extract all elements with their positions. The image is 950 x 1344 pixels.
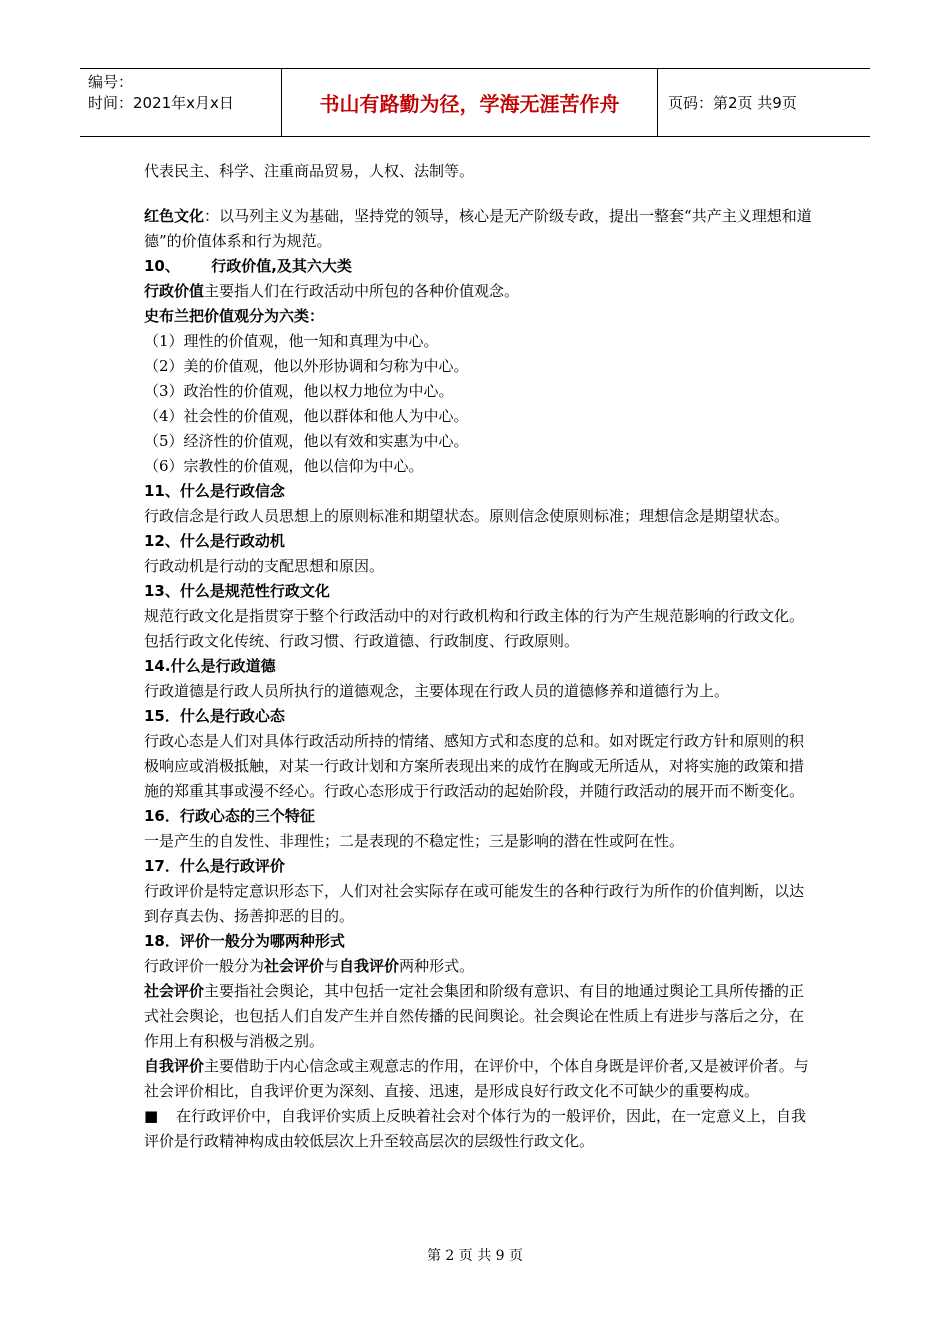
section-heading: 16．行政心态的三个特征 [144, 807, 315, 825]
term-bold: 红色文化 [144, 207, 205, 225]
term-bold: 自我评价 [339, 957, 400, 975]
header-page-label: 页码：第2页 共9页 [668, 94, 797, 112]
section-heading: 15．什么是行政心态 [144, 707, 285, 725]
paragraph: 行政评价是特定意识形态下，人们对社会实际存在或可能发生的各种行政行为所作的价值判断，以达到存真去伪、扬善抑恶的目的。 [144, 882, 805, 925]
list-item: （4）社会性的价值观，他以群体和他人为中心。 [144, 407, 469, 425]
paragraph-text: 在行政评价中，自我评价实质上反映着社会对个体行为的一般评价，因此，在一定意义上，自我评价是行政精神构成由较低层次上升至较高层次的层级性行政文化。 [144, 1107, 807, 1150]
term-bold: 社会评价 [264, 957, 325, 975]
paragraph [144, 1054, 814, 1104]
header-motto: 书山有路勤为径，学海无涯苦作舟 [282, 69, 658, 136]
time-label: 时间：2021年x月x日 [88, 94, 234, 112]
paragraph: 代表民主、科学、注重商品贸易，人权、法制等。 [144, 162, 475, 180]
paragraph: 行政道德是行政人员所执行的道德观念，主要体现在行政人员的道德修养和道德行为上。 [144, 682, 730, 700]
section-heading: 18．评价一般分为哪两种形式 [144, 932, 345, 950]
paragraph-text: 主要指社会舆论，其中包括一定社会集团和阶级有意识、有目的地通过舆论工具所传播的正式社会舆论，也包括人们自发产生并自然传播的民间舆论。社会舆论在性质上有进步与落后之分，在作用上有积极与消极之别。 [144, 982, 805, 1050]
paragraph [144, 1104, 814, 1154]
paragraph-text: ：以马列主义为基础，坚持党的领导，核心是无产阶级专政，提出一整套“共产主义理想和道德”的价值体系和行为规范。 [144, 207, 812, 250]
list-item: （5）经济性的价值观，他以有效和实惠为中心。 [144, 432, 469, 450]
paragraph: 规范行政文化是指贯穿于整个行政活动中的对行政机构和行政主体的行为产生规范影响的行政文化。包括行政文化传统、行政习惯、行政道德、行政制度、行政原则。 [144, 607, 805, 650]
header-meta [80, 69, 282, 136]
term-bold: 社会评价 [144, 982, 205, 1000]
section-heading: 14.什么是行政道德 [144, 657, 276, 675]
paragraph-text: 主要指人们在行政活动中所包的各种价值观念。 [204, 282, 520, 300]
paragraph: 行政动机是行动的支配思想和原因。 [144, 557, 385, 575]
paragraph [144, 954, 814, 979]
paragraph-text: 两种形式。 [399, 957, 475, 975]
paragraph-text: 与 [324, 957, 340, 975]
bullet-icon: ■ [144, 1107, 159, 1125]
paragraph [144, 204, 814, 254]
list-item: （2）美的价值观，他以外形协调和匀称为中心。 [144, 357, 469, 375]
code-label: 编号： [88, 73, 134, 91]
page-footer: 第 2 页 共 9 页 [426, 1248, 524, 1264]
paragraph: 行政信念是行政人员思想上的原则标准和期望状态。原则信念使原则标准；理想信念是期望状态。 [144, 507, 790, 525]
list-item: （3）政治性的价值观，他以权力地位为中心。 [144, 382, 454, 400]
paragraph: 一是产生的自发性、非理性；二是表现的不稳定性；三是影响的潜在性或阿在性。 [144, 832, 685, 850]
paragraph-text: 行政评价一般分为 [144, 957, 265, 975]
section-heading: 10、 行政价值,及其六大类 [144, 257, 352, 275]
paragraph [144, 279, 814, 304]
page-header [80, 68, 870, 137]
section-heading: 11、什么是行政信念 [144, 482, 285, 500]
paragraph-text: 主要借助于内心信念或主观意志的作用，在评价中，个体自身既是评价者,又是被评价者。与社会评价相比，自我评价更为深刻、直接、迅速，是形成良好行政文化不可缺少的重要构成。 [144, 1057, 809, 1100]
term-bold: 自我评价 [144, 1057, 205, 1075]
paragraph: 行政心态是人们对具体行政活动所持的情绪、感知方式和态度的总和。如对既定行政方针和原则的积极响应或消极抵触，对某一行政计划和方案所表现出来的成竹在胸或无所适从，对将实施的政策和措施的郑重其事或漫不经心。行政心态形成于行政活动的起始阶段，并随行政活动的展开而不断变化。 [144, 732, 805, 800]
term-bold: 行政价值 [144, 282, 205, 300]
section-heading: 史布兰把价值观分为六类： [144, 307, 325, 325]
paragraph [144, 979, 814, 1054]
section-heading: 17．什么是行政评价 [144, 857, 285, 875]
section-heading: 13、什么是规范性行政文化 [144, 582, 330, 600]
document-body [144, 159, 814, 1154]
section-heading: 12、什么是行政动机 [144, 532, 285, 550]
list-item: （6）宗教性的价值观，他以信仰为中心。 [144, 457, 424, 475]
list-item: （1）理性的价值观，他一知和真理为中心。 [144, 332, 439, 350]
